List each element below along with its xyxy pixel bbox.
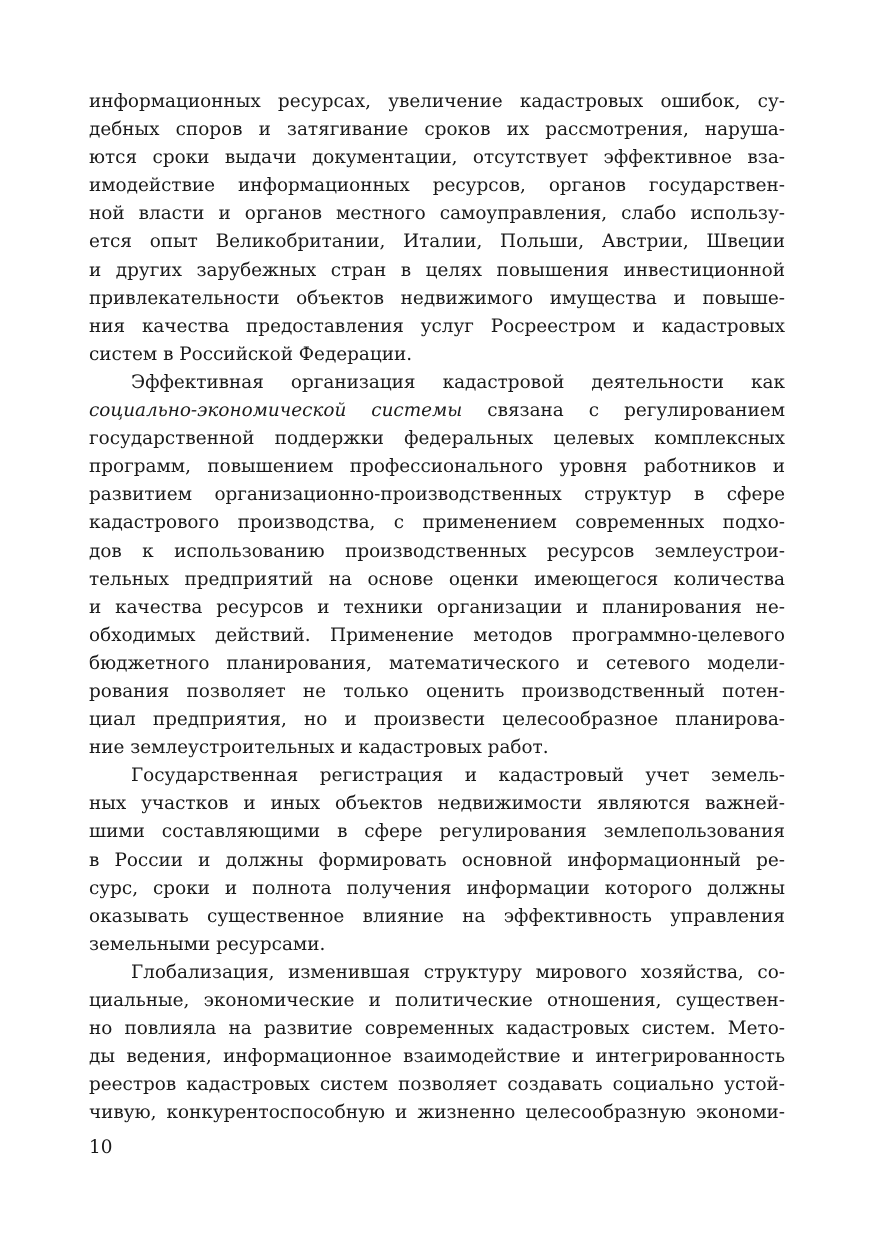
text-line: Государственная регистрация и кадастровый учет земель-	[131, 765, 785, 787]
italic-phrase: социально-экономической системы	[89, 400, 463, 422]
text-line: циал предприятия, но и произвести целесообразное планирова-	[89, 709, 785, 731]
text-line: ется опыт Великобритании, Италии, Польши, Австрии, Швеции	[89, 231, 785, 253]
text-line: привлекательности объектов недвижимого имущества и повыше-	[89, 287, 785, 309]
text-line: и качества ресурсов и техники организации и планирования не-	[89, 596, 785, 618]
text-line: имодействие информационных ресурсов, органов государствен-	[89, 175, 785, 197]
text-line: государственной поддержки федеральных целевых комплексных	[89, 428, 785, 450]
text-line: реестров кадастровых систем позволяет создавать социально устой-	[89, 1074, 785, 1096]
text-line: Эффективная организация кадастровой деятельности как	[131, 371, 785, 393]
text-line: ных участков и иных объектов недвижимости являются важней-	[89, 793, 785, 815]
text-line: но повлияла на развитие современных кадастровых систем. Мето-	[89, 1018, 785, 1040]
text-line: информационных ресурсах, увеличение кадастровых ошибок, су-	[89, 91, 785, 112]
text-line: программ, повышением профессионального уровня работников и	[89, 456, 785, 478]
text-line: сурс, сроки и полнота получения информации которого должны	[89, 877, 785, 899]
text-line: тельных предприятий на основе оценки имеющегося количества	[89, 568, 785, 590]
text-line: систем в Российской Федерации.	[89, 343, 413, 365]
text-fragment: связана с регулированием	[462, 400, 785, 422]
text-line-mixed	[89, 397, 785, 425]
text-line: ются сроки выдачи документации, отсутствует эффективное вза-	[89, 147, 785, 169]
text-line: земельными ресурсами.	[89, 933, 326, 955]
text-line: ной власти и органов местного самоуправления, слабо использу-	[89, 203, 785, 225]
text-line: и других зарубежных стран в целях повышения инвестиционной	[89, 259, 785, 281]
text-line: ния качества предоставления услуг Росреестром и кадастровых	[89, 315, 785, 337]
text-line: циальные, экономические и политические отношения, существен-	[89, 990, 785, 1011]
text-line: обходимых действий. Применение методов программно-целевого	[89, 624, 785, 646]
text-line: чивую, конкурентоспособную и жизненно целесообразную экономи-	[89, 1102, 785, 1124]
text-line: в России и должны формировать основной информационный ре-	[89, 849, 785, 871]
text-line: шими составляющими в сфере регулирования землепользования	[89, 821, 785, 843]
text-line: Глобализация, изменившая структуру мирового хозяйства, со-	[131, 961, 785, 983]
body-text	[89, 88, 785, 1127]
text-line: развитием организационно-производственных структур в сфере	[89, 484, 785, 506]
text-line: дебных споров и затягивание сроков их рассмотрения, наруша-	[89, 119, 785, 141]
text-line: рования позволяет не только оценить производственный потен-	[89, 680, 785, 702]
text-line: оказывать существенное влияние на эффективность управления	[89, 905, 785, 927]
text-line: кадастрового производства, с применением современных подхо-	[89, 512, 785, 534]
text-line: ние землеустроительных и кадастровых работ.	[89, 737, 549, 759]
page-number: 10	[89, 1137, 113, 1158]
text-line: ды ведения, информационное взаимодействие и интегрированность	[89, 1046, 785, 1068]
text-line: дов к использованию производственных ресурсов землеустрои-	[89, 540, 785, 562]
text-line: бюджетного планирования, математического и сетевого модели-	[89, 652, 785, 674]
